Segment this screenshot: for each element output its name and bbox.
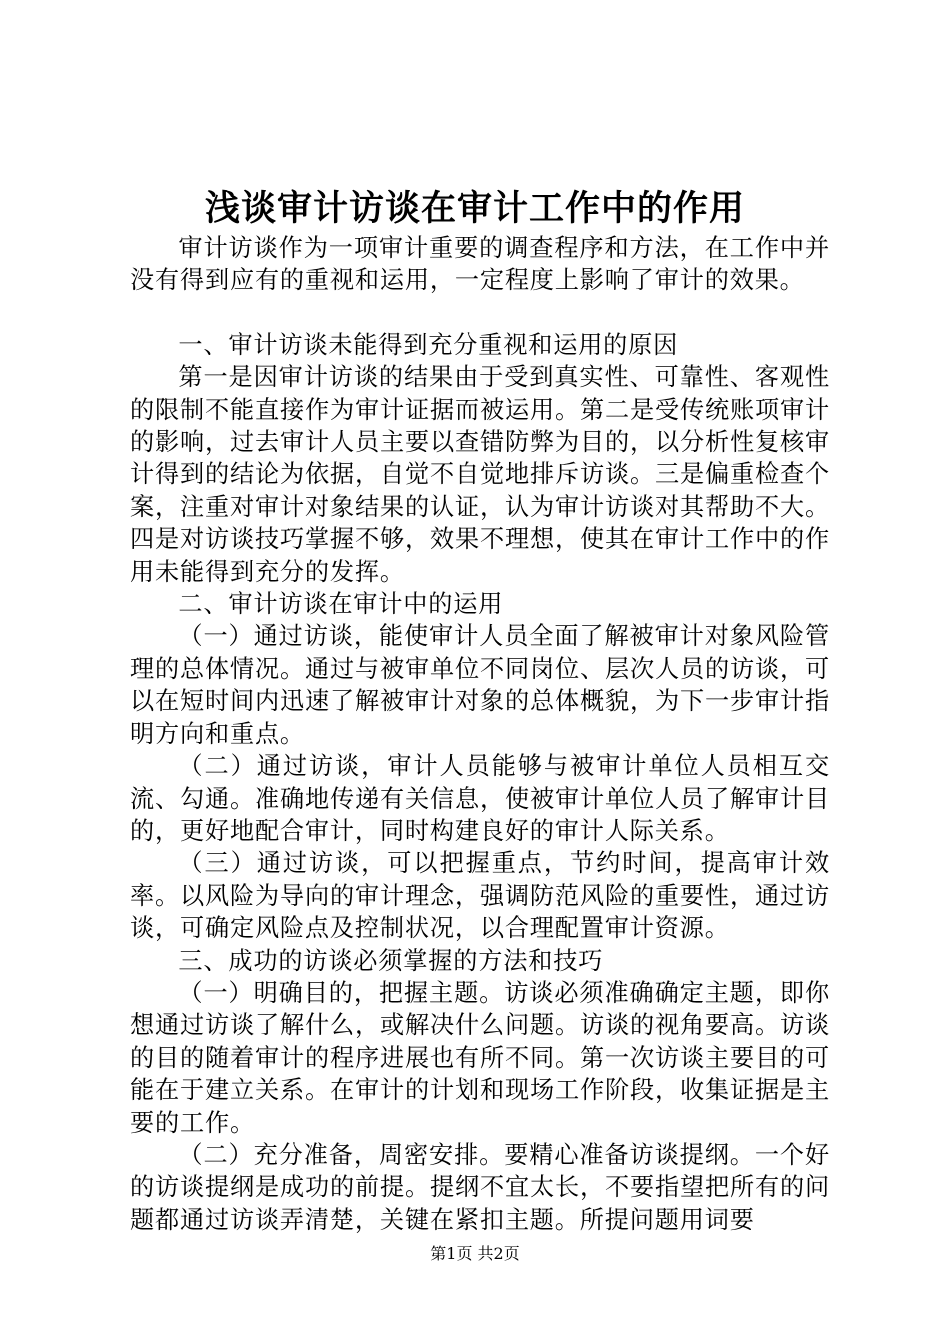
section-heading-2: 二、审计访谈在审计中的运用 (178, 590, 504, 619)
section-heading-3: 三、成功的访谈必须掌握的方法和技巧 (178, 946, 604, 975)
section-heading-1: 一、审计访谈未能得到充分重视和运用的原因 (178, 330, 679, 359)
document-body (130, 232, 830, 1236)
body-paragraph: （二）通过访谈，审计人员能够与被审计单位人员相互交流、勾通。准确地传递有关信息，使被审计单位人员了解审计目的，更好地配合审计，同时构建良好的审计人际关系。 (130, 752, 830, 845)
body-paragraph: （三）通过访谈，可以把握重点，节约时间，提高审计效率。以风险为导向的审计理念，强调防范风险的重要性，通过访谈，可确定风险点及控制状况，以合理配置审计资源。 (130, 849, 830, 943)
page-footer: 第1页 共2页 (430, 1244, 520, 1263)
body-paragraph: 第一是因审计访谈的结果由于受到真实性、可靠性、客观性的限制不能直接作为审计证据而被运用。第二是受传统账项审计的影响，过去审计人员主要以查错防弊为目的，以分析性复核审计得到的结论为依据，自觉不自觉地排斥访谈。三是偏重检查个案，注重对审计对象结果的认证，认为审计访谈对其帮助不大。四是对访谈技巧掌握不够，效果不理想，使其在审计工作中的作用未能得到充分的发挥。 (130, 363, 830, 586)
body-paragraph: （一）通过访谈，能使审计人员全面了解被审计对象风险管理的总体情况。通过与被审单位不同岗位、层次人员的访谈，可以在短时间内迅速了解被审计对象的总体概貌，为下一步审计指明方向和重点。 (130, 622, 830, 748)
body-paragraph: （一）明确目的，把握主题。访谈必须准确确定主题，即你想通过访谈了解什么，或解决什么问题。访谈的视角要高。访谈的目的随着审计的程序进展也有所不同。第一次访谈主要目的可能在于建立关系。在审计的计划和现场工作阶段，收集证据是主要的工作。 (130, 978, 830, 1137)
intro-paragraph: 审计访谈作为一项审计重要的调查程序和方法，在工作中并没有得到应有的重视和运用，一定程度上影响了审计的效果。 (130, 234, 830, 295)
document-title: 浅谈审计访谈在审计工作中的作用 (204, 188, 745, 229)
body-paragraph: （二）充分准备，周密安排。要精心准备访谈提纲。一个好的访谈提纲是成功的前提。提纲不宜太长，不要指望把所有的问题都通过访谈弄清楚，关键在紧扣主题。所提问题用词要 (130, 1140, 830, 1234)
